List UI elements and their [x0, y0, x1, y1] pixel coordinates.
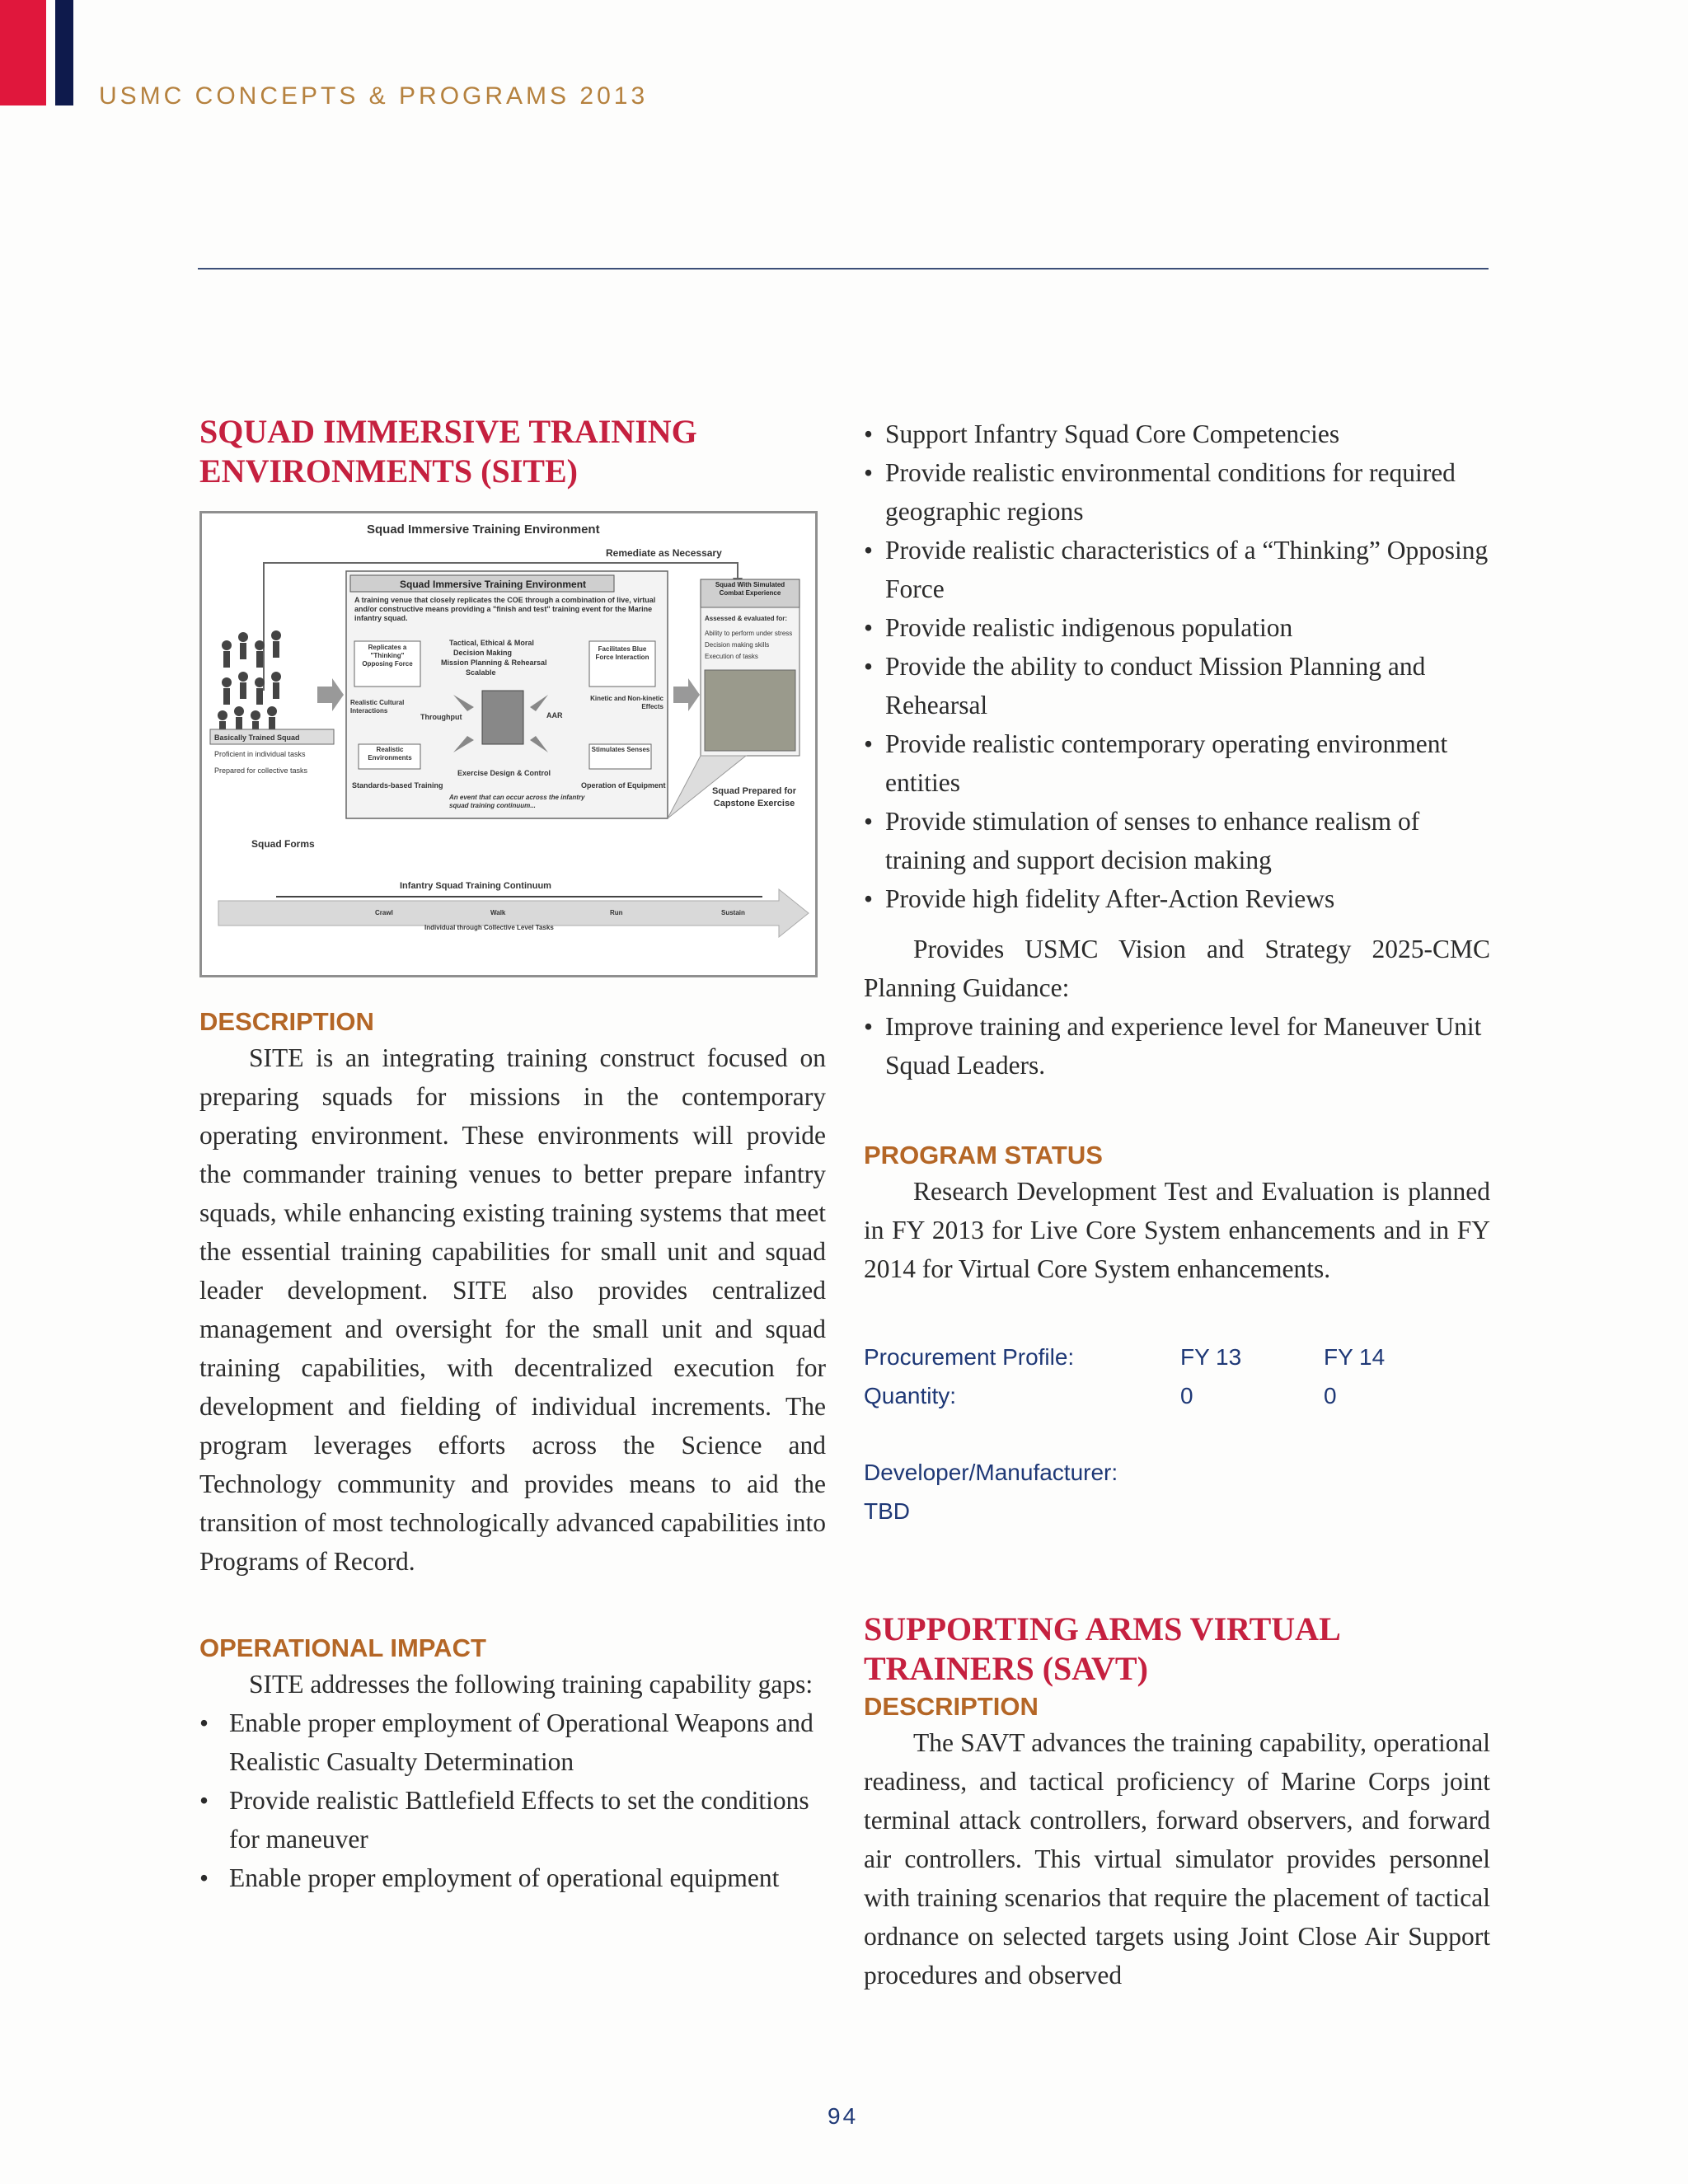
fig-squad-forms: Squad Forms — [251, 838, 315, 850]
running-header: USMC CONCEPTS & PROGRAMS 2013 — [99, 82, 649, 110]
operational-impact-list — [199, 1704, 826, 1897]
fig-proficient: Proficient in individual tasks — [214, 750, 306, 758]
fig-decision-skills: Decision making skills — [705, 641, 770, 649]
fig-individual-collective: Individual through Collective Level Tasks — [424, 924, 554, 931]
fig-remediate-label: Remediate as Necessary — [606, 547, 722, 559]
list-item: • Provide realistic environmental conditions for required geographic regions — [864, 453, 1490, 531]
fig-title: Squad Immersive Training Environment — [367, 523, 600, 537]
fig-realistic-cultural: Realistic Cultural Interactions — [350, 699, 405, 715]
quantity-fy13: 0 — [1180, 1383, 1193, 1408]
fig-trained-label: Basically Trained Squad — [214, 733, 300, 742]
fig-sustain: Sustain — [721, 909, 745, 916]
fig-center-line2: Decision Making — [453, 649, 513, 657]
list-item: • Provide the ability to conduct Mission Planning and Rehearsal — [864, 647, 1490, 724]
site-diagram-svg — [202, 513, 815, 975]
page-number: 94 — [828, 2103, 859, 2129]
fig-realistic-env: Realistic Environments — [368, 746, 412, 762]
savt-title-line2: TRAINERS (SAVT) — [864, 1650, 1148, 1687]
site-description-heading: DESCRIPTION — [199, 1007, 374, 1036]
quantity-fy14: 0 — [1324, 1383, 1337, 1408]
fig-left-box-text: Replicates a "Thinking" Opposing Force — [362, 644, 413, 668]
fig-inner-title: Squad Immersive Training Environment — [400, 579, 587, 590]
vision-list — [864, 1007, 1490, 1085]
developer-value: TBD — [864, 1498, 910, 1524]
fig-outcome-photo — [705, 670, 795, 751]
list-item: • Support Infantry Squad Core Competencies — [864, 415, 1490, 453]
procurement-label: Procurement Profile: — [864, 1344, 1075, 1370]
operational-impact-intro: SITE addresses the following training capability gaps: — [249, 1670, 814, 1699]
fig-center-line1: Tactical, Ethical & Moral — [449, 639, 534, 647]
list-item: • Provide realistic contemporary operating environment entities — [864, 724, 1490, 802]
left-column — [199, 412, 826, 1897]
list-item: • Improve training and experience level for Maneuver Unit Squad Leaders. — [864, 1007, 1490, 1085]
fig-assessed: Assessed & evaluated for: — [705, 615, 788, 622]
procurement-table — [864, 1338, 1490, 1420]
site-diagram — [199, 511, 818, 977]
fig-arrow-out — [673, 678, 700, 711]
list-item: • Provide high fidelity After-Action Reviews — [864, 879, 1490, 918]
savt-description-text: The SAVT advances the training capability, operational readiness, and tactical proficiency of Marine Corps joint terminal attack controllers, forward observers, and forward air controllers. This virtual simulator provides personnel with training scenarios that require the placement of tactical ordnance on selected targets using Joint Close Air Support procedures and observed — [864, 1728, 1490, 1990]
fig-run: Run — [610, 909, 623, 916]
site-title — [199, 412, 826, 491]
savt-description-heading: DESCRIPTION — [864, 1692, 1039, 1721]
quantity-label: Quantity: — [864, 1383, 957, 1408]
fig-ability: Ability to perform under stress — [705, 630, 793, 637]
fig-right-box-text: Facilitates Blue Force Interaction — [595, 645, 649, 661]
program-status-heading: PROGRAM STATUS — [864, 1141, 1103, 1169]
fig-arrow-in — [317, 678, 344, 711]
list-item: • Enable proper employment of Operational Weapons and Realistic Casualty Determination — [199, 1704, 826, 1781]
fig-inner-desc: A training venue that closely replicates the COE through a combination of live, virtual and/or constructive means providing a "finish and test" training event for the Marine infantry squad. — [354, 596, 656, 622]
right-column — [864, 415, 1490, 1994]
fig-prepared-collective: Prepared for collective tasks — [214, 766, 308, 775]
site-title-line1: SQUAD IMMERSIVE TRAINING — [199, 413, 697, 450]
fig-walk: Walk — [490, 909, 506, 916]
fig-prepared-capstone: Squad Prepared for Capstone Exercise — [711, 786, 797, 808]
developer-label: Developer/Manufacturer: — [864, 1460, 1118, 1485]
list-item: • Provide realistic Battlefield Effects to set the conditions for maneuver — [199, 1781, 826, 1858]
fig-exercise-design: Exercise Design & Control — [457, 769, 551, 777]
fig-center-line4: Scalable — [466, 668, 496, 677]
list-item: • Provide realistic indigenous population — [864, 608, 1490, 647]
fig-throughput: Throughput — [420, 713, 462, 721]
fig-center-photo — [482, 691, 523, 744]
capability-list — [864, 415, 1490, 918]
list-item: • Provide stimulation of senses to enhance realism of training and support decision making — [864, 802, 1490, 879]
fig-squad-figures — [218, 630, 281, 738]
savt-title — [864, 1610, 1490, 1689]
vision-text: Provides USMC Vision and Strategy 2025-CMC Planning Guidance: — [864, 935, 1490, 1002]
procurement-fy14: FY 14 — [1324, 1344, 1386, 1370]
corner-navy-bar — [55, 0, 73, 105]
program-status-text: Research Development Test and Evaluation is planned in FY 2013 for Live Core System enhancements and in FY 2014 for Virtual Core System enhancements. — [864, 1177, 1490, 1283]
fig-inner-desc-wrap — [354, 596, 668, 635]
procurement-fy13: FY 13 — [1180, 1344, 1242, 1370]
savt-title-line1: SUPPORTING ARMS VIRTUAL — [864, 1610, 1341, 1647]
site-title-line2: ENVIRONMENTS (SITE) — [199, 452, 578, 490]
fig-crawl: Crawl — [375, 909, 393, 916]
fig-stimulates: Stimulates Senses — [591, 746, 650, 753]
fig-standards: Standards-based Training — [352, 781, 443, 790]
operational-impact-heading: OPERATIONAL IMPACT — [199, 1633, 486, 1662]
fig-squad-sim-title: Squad With Simulated Combat Experience — [715, 581, 785, 597]
corner-red-bar — [0, 0, 46, 105]
fig-continuum-label: Infantry Squad Training Continuum — [400, 881, 551, 891]
fig-aar: AAR — [546, 711, 563, 719]
list-item: • Enable proper employment of operational equipment — [199, 1858, 826, 1897]
header-rule — [198, 268, 1489, 269]
fig-center-line3: Mission Planning & Rehearsal — [441, 658, 547, 667]
fig-kinetic: Kinetic and Non-kinetic Effects — [590, 695, 663, 710]
fig-execution: Execution of tasks — [705, 653, 758, 660]
site-description-text: SITE is an integrating training construct focused on preparing squads for missions in the contemporary operating environment. These environments will provide the commander training venues to better prepare infantry squads, while enhancing existing training systems that meet the essential training capabilities for small unit and squad leader development. SITE also provides centralized management and oversight for the small unit and squad training capabilities, with decentralized execution for development and fielding of individual increments. The program leverages efforts across the Science and Technology community and provides means to aid the transition of most technologically advanced capabilities into Programs of Record. — [199, 1043, 826, 1576]
fig-operation: Operation of Equipment — [581, 781, 666, 790]
fig-event-note: An event that can occur across the infantry squad training continuum... — [449, 794, 585, 809]
list-item: • Provide realistic characteristics of a “Thinking” Opposing Force — [864, 531, 1490, 608]
